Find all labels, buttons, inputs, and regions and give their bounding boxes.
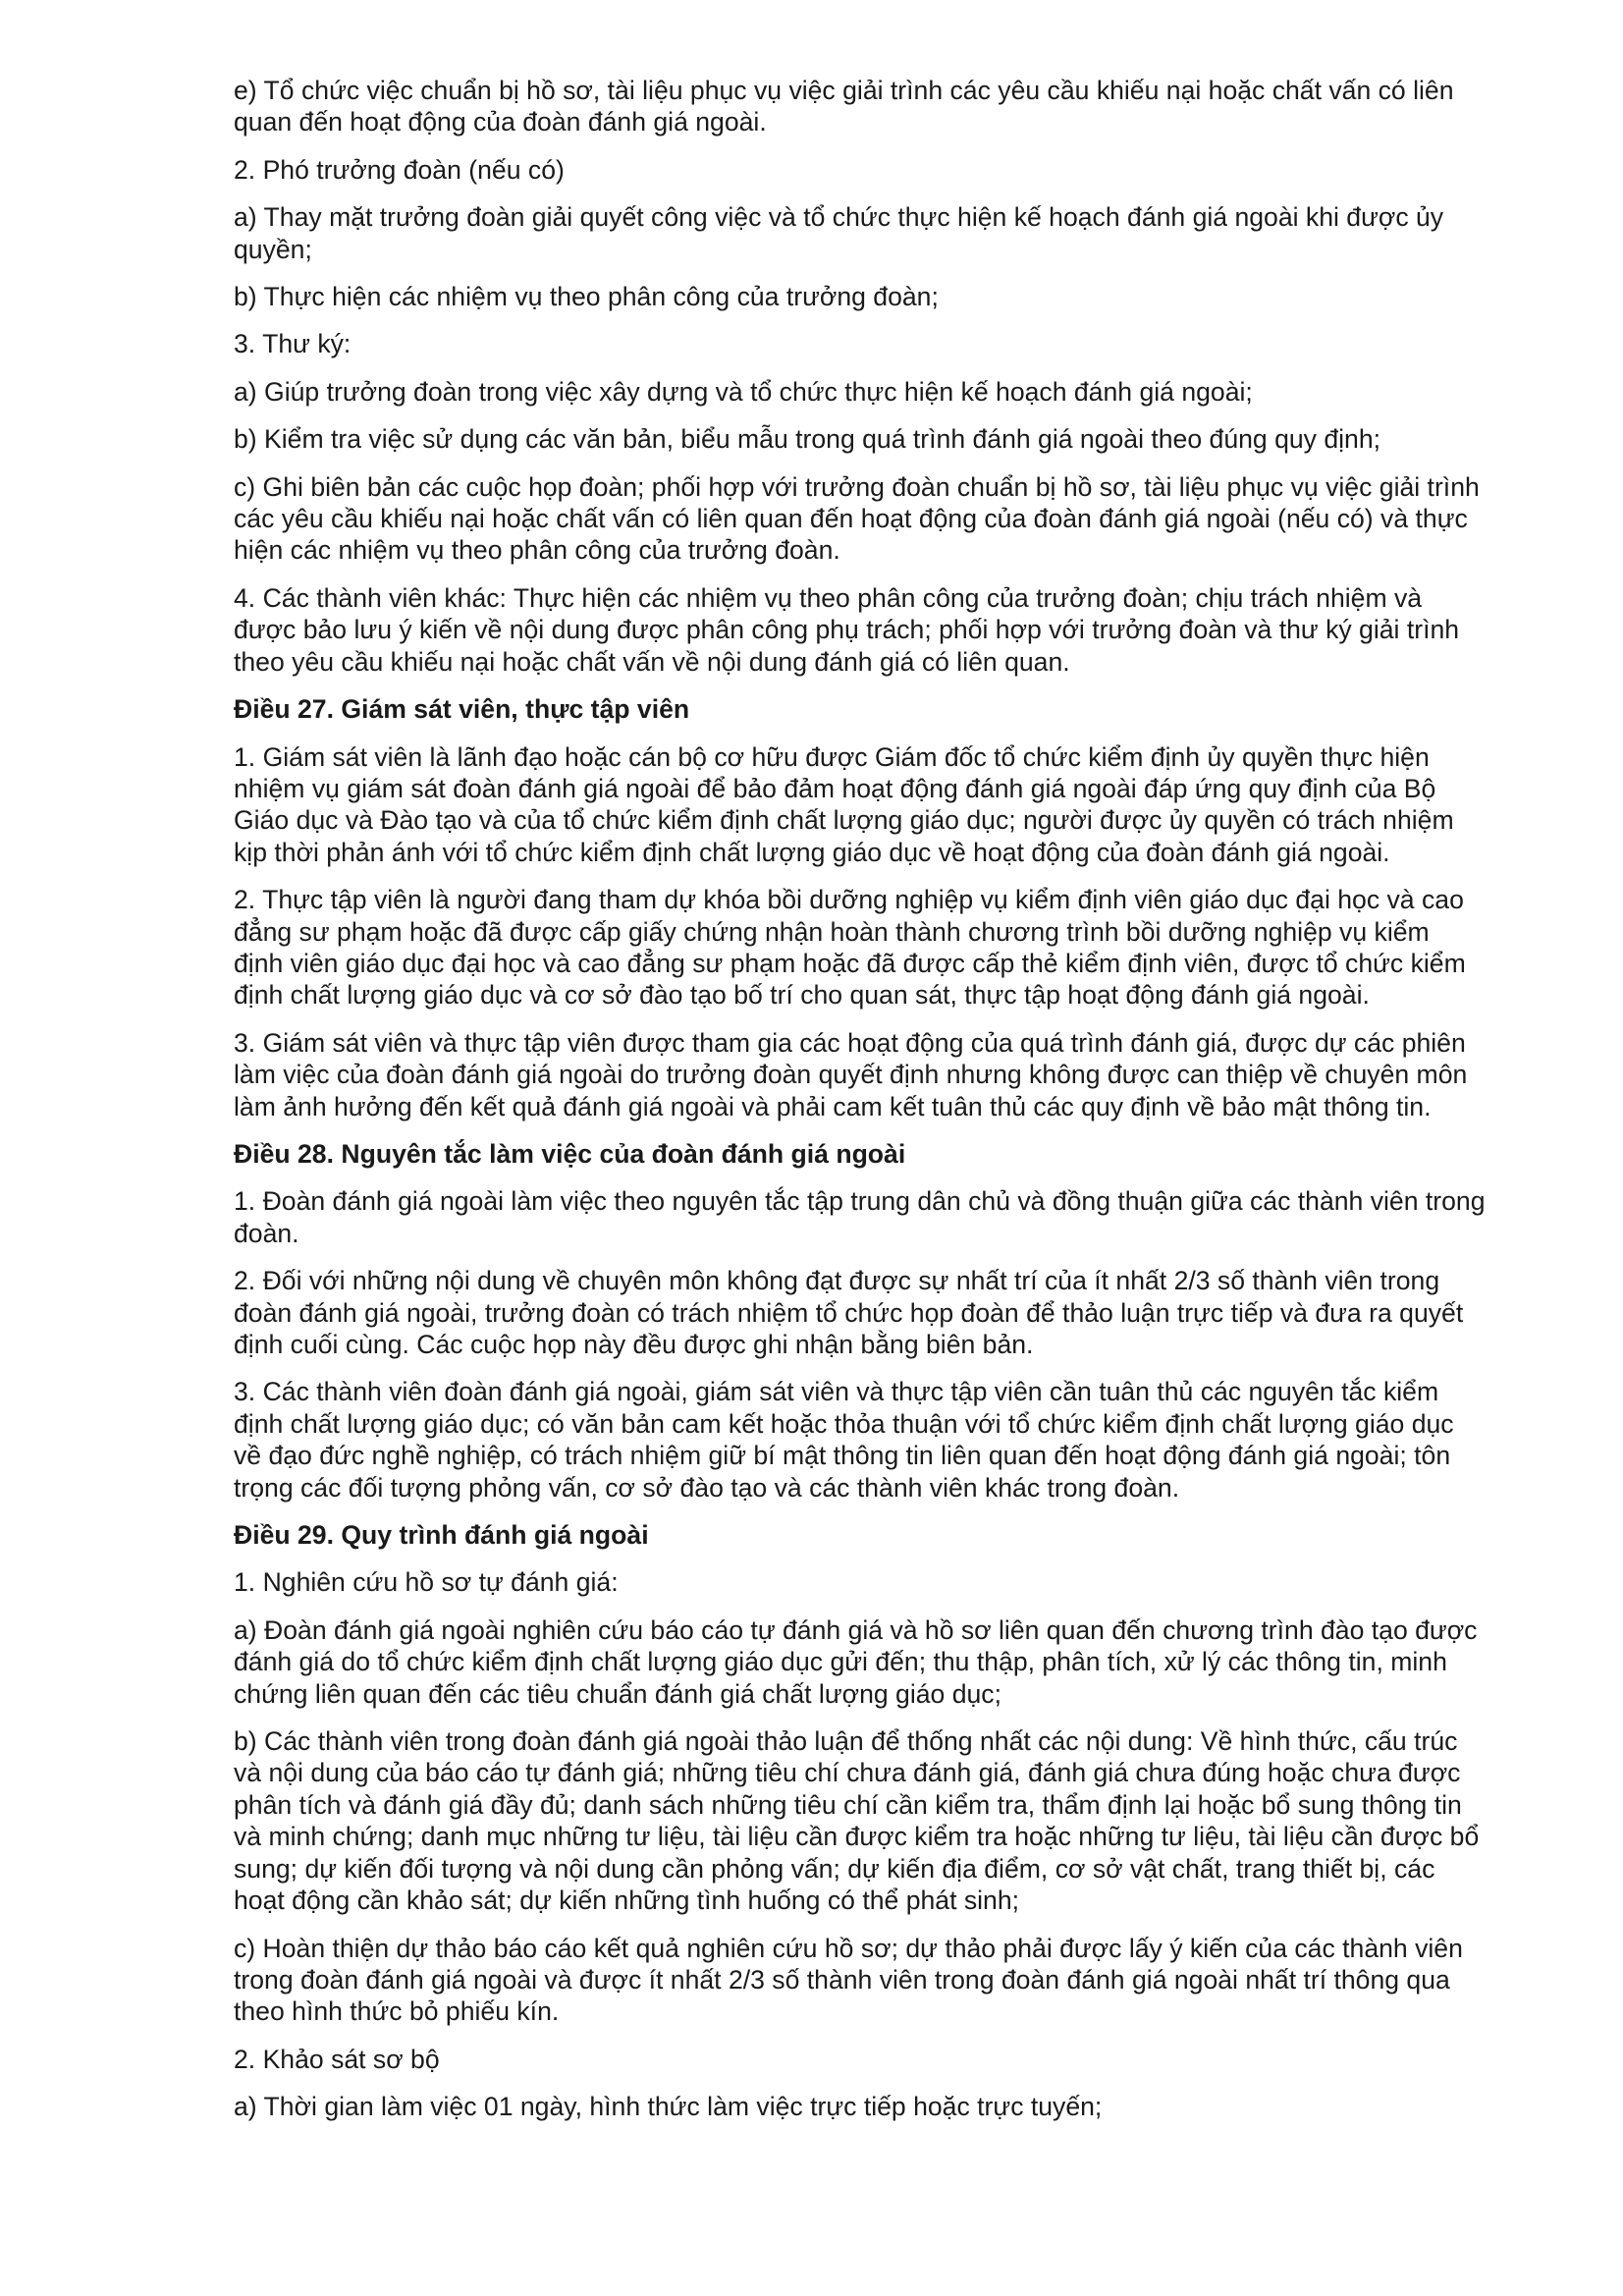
paragraph-c-ghi-bien-ban: c) Ghi biên bản các cuộc họp đoàn; phối hợp với trưởng đoàn chuẩn bị hồ sơ, tài liệu phục vụ việc giải trình các yêu cầu khiếu nại hoặc chất vấn có liên quan đến hoạt động của đoàn đánh giá ngoài (nếu có) và thực hiện các nhiệm vụ theo phân công của trưởng đoàn. (234, 471, 1480, 566)
paragraph-tham-gia-hoat-dong: 3. Giám sát viên và thực tập viên được tham gia các hoạt động của quá trình đánh giá, được dự các phiên làm việc của đoàn đánh giá ngoài do trưởng đoàn quyết định nhưng không được can thiệp về chuyên môn làm ảnh hưởng đến kết quả đánh giá ngoài và phải cam kết tuân thủ các quy định về bảo mật thông tin. (234, 1027, 1468, 1121)
paragraph-e-chuan-bi-ho-so: e) Tổ chức việc chuẩn bị hồ sơ, tài liệu phục vụ việc giải trình các yêu cầu khiếu nại hoặc chất vấn có liên quan đến hoạt động của đoàn đánh giá ngoài. (234, 76, 1454, 137)
paragraph-thu-ky: 3. Thư ký: (234, 329, 352, 359)
paragraph-cac-thanh-vien-khac: 4. Các thành viên khác: Thực hiện các nhiệm vụ theo phân công của trưởng đoàn; chịu trách nhiệm và được bảo lưu ý kiến về nội dung được phân công phụ trách; phối hợp với trưởng đoàn và thư ký giải trình theo yêu cầu khiếu nại hoặc chất vấn về nội dung đánh giá có liên quan. (234, 582, 1460, 677)
paragraph-b-thao-luan: b) Các thành viên trong đoàn đánh giá ngoài thảo luận để thống nhất các nội dung: Về hình thức, cấu trúc và nội dung của báo cáo tự đánh giá; những tiêu chí chưa đánh giá, đánh giá chưa đúng hoặc chưa được phân tích và đánh giá đầy đủ; danh sách những tiêu chí cần kiểm tra, thẩm định lại hoặc bổ sung thông tin và minh chứng; danh mục những tư liệu, tài liệu cần được kiểm tra hoặc những tư liệu, tài liệu cần được bổ sung; dự kiến đối tượng và nội dung cần phỏng vấn; dự kiến địa điểm, cơ sở vật chất, trang thiết bị, các hoạt động cần khảo sát; dự kiến những tình huống có thể phát sinh; (234, 1726, 1480, 1916)
paragraph-b-thuc-hien: b) Thực hiện các nhiệm vụ theo phân công của trưởng đoàn; (234, 282, 939, 312)
paragraph-nguyen-tac-tap-trung: 1. Đoàn đánh giá ngoài làm việc theo nguyên tắc tập trung dân chủ và đồng thuận giữa các thành viên trong đoàn. (234, 1186, 1486, 1248)
paragraph-khao-sat-so-bo: 2. Khảo sát sơ bộ (234, 2044, 440, 2074)
document-page (234, 75, 1486, 2139)
heading-dieu-28: Điều 28. Nguyên tắc làm việc của đoàn đánh giá ngoài (234, 1138, 906, 1169)
paragraph-tuan-thu-nguyen-tac: 3. Các thành viên đoàn đánh giá ngoài, giám sát viên và thực tập viên cần tuân thủ các nguyên tắc kiểm định chất lượng giáo dục; có văn bản cam kết hoặc thỏa thuận với tổ chức kiểm định chất lượng giáo dục về đạo đức nghề nghiệp, có trách nhiệm giữ bí mật thông tin liên quan đến hoạt động đánh giá ngoài; tôn trọng các đối tượng phỏng vấn, cơ sở đào tạo và các thành viên khác trong đoàn. (234, 1377, 1454, 1503)
paragraph-c-hoan-thien: c) Hoàn thiện dự thảo báo cáo kết quả nghiên cứu hồ sơ; dự thảo phải được lấy ý kiến của các thành viên trong đoàn đánh giá ngoài và được ít nhất 2/3 số thành viên trong đoàn đánh giá ngoài nhất trí thông qua theo hình thức bỏ phiếu kín. (234, 1933, 1463, 2027)
paragraph-a-thoi-gian: a) Thời gian làm việc 01 ngày, hình thức làm việc trực tiếp hoặc trực tuyến; (234, 2092, 1103, 2122)
paragraph-noi-dung-chuyen-mon: 2. Đối với những nội dung về chuyên môn không đạt được sự nhất trí của ít nhất 2/3 số thành viên trong đoàn đánh giá ngoài, trưởng đoàn có trách nhiệm tổ chức họp đoàn để thảo luận trực tiếp và đưa ra quyết định cuối cùng. Các cuộc họp này đều được ghi nhận bằng biên bản. (234, 1266, 1464, 1359)
paragraph-nghien-cuu-ho-so: 1. Nghiên cứu hồ sơ tự đánh giá: (234, 1567, 619, 1598)
paragraph-giam-sat-vien: 1. Giám sát viên là lãnh đạo hoặc cán bộ cơ hữu được Giám đốc tổ chức kiểm định ủy quyền thực hiện nhiệm vụ giám sát đoàn đánh giá ngoài để bảo đảm hoạt động đánh giá ngoài đáp ứng quy định của Bộ Giáo dục và Đào tạo và của tổ chức kiểm định chất lượng giáo dục; người được ủy quyền có trách nhiệm kịp thời phản ánh với tổ chức kiểm định chất lượng giáo dục về hoạt động của đoàn đánh giá ngoài. (234, 741, 1454, 867)
paragraph-a-thay-mat: a) Thay mặt trưởng đoàn giải quyết công việc và tổ chức thực hiện kế hoạch đánh giá ngoài khi được ủy quyền; (234, 202, 1444, 264)
paragraph-a-giup-truong-doan: a) Giúp trưởng đoàn trong việc xây dựng và tổ chức thực hiện kế hoạch đánh giá ngoài; (234, 376, 1253, 407)
heading-dieu-27: Điều 27. Giám sát viên, thực tập viên (234, 694, 690, 725)
paragraph-a-nghien-cuu-bao-cao: a) Đoàn đánh giá ngoài nghiên cứu báo cáo tự đánh giá và hồ sơ liên quan đến chương trình đào tạo được đánh giá do tổ chức kiểm định chất lượng giáo dục gửi đến; thu thập, phân tích, xử lý các thông tin, minh chứng liên quan đến các tiêu chuẩn đánh giá chất lượng giáo dục; (234, 1614, 1478, 1709)
paragraph-pho-truong-doan: 2. Phó trưởng đoàn (nếu có) (234, 154, 565, 185)
paragraph-b-kiem-tra: b) Kiểm tra việc sử dụng các văn bản, biểu mẫu trong quá trình đánh giá ngoài theo đúng quy định; (234, 424, 1381, 455)
paragraph-thuc-tap-vien: 2. Thực tập viên là người đang tham dự khóa bồi dưỡng nghiệp vụ kiểm định viên giáo dục đại học và cao đẳng sư phạm hoặc đã được cấp giấy chứng nhận hoàn thành chương trình bồi dưỡng nghiệp vụ kiểm định viên giáo dục đại học và cao đẳng sư phạm hoặc đã được cấp thẻ kiểm định viên, được tổ chức kiểm định chất lượng giáo dục và cơ sở đào tạo bố trí cho quan sát, thực tập hoạt động đánh giá ngoài. (234, 885, 1466, 1011)
heading-dieu-29: Điều 29. Quy trình đánh giá ngoài (234, 1520, 649, 1551)
